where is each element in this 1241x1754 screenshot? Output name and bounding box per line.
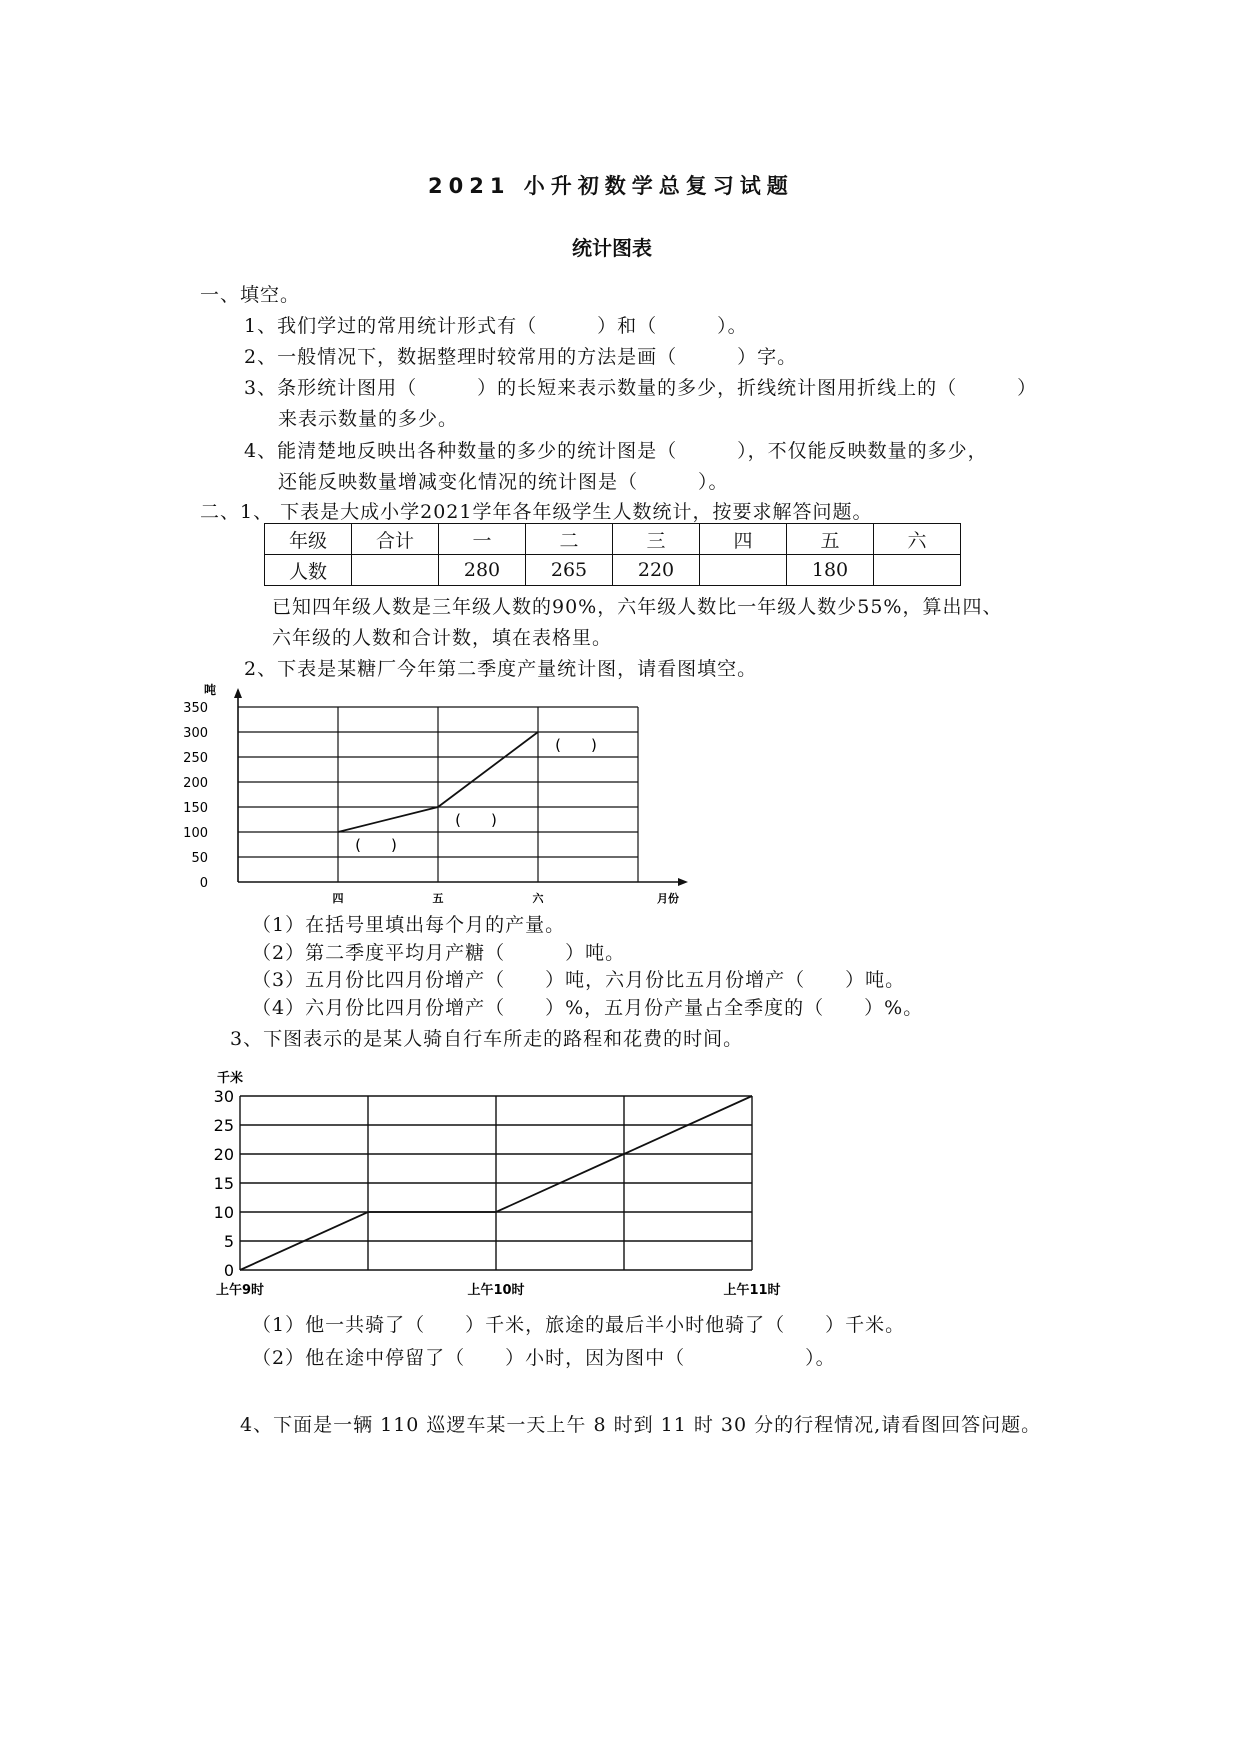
- x-axis-label: 月份: [657, 892, 679, 905]
- x-tick-label: 上午10时: [467, 1283, 525, 1298]
- y-tick-label: 300: [183, 726, 208, 741]
- page-title: 2021 小升初数学总复习试题: [428, 174, 794, 198]
- table-cell: 280: [439, 555, 526, 586]
- y-tick-label: 10: [213, 1203, 234, 1222]
- table-cell: 265: [526, 555, 613, 586]
- section-title: 统计图表: [572, 236, 652, 260]
- y-tick-label: 150: [183, 801, 208, 816]
- question-2-1-note-cont: 六年级的人数和合计数，填在表格里。: [272, 627, 613, 649]
- point-label: ( ): [355, 836, 397, 854]
- table-header-cell: 三: [613, 524, 700, 555]
- table-header-cell: 年级: [265, 524, 352, 555]
- x-axis-arrow-icon: [678, 878, 688, 886]
- question-1-1: 1、我们学过的常用统计形式有（ ）和（ ）。: [244, 315, 748, 337]
- point-label: ( ): [455, 811, 497, 829]
- table-cell: 220: [613, 555, 700, 586]
- question-2-2-sub2: （2）第二季度平均月产糖（ ）吨。: [252, 942, 626, 964]
- y-tick-label: 50: [191, 851, 208, 866]
- y-axis-label: 千米: [216, 1071, 244, 1086]
- table-header-cell: 五: [787, 524, 874, 555]
- question-1-3-cont: 来表示数量的多少。: [278, 408, 459, 430]
- question-2-3: 3、下图表示的是某人骑自行车所走的路程和花费的时间。: [230, 1028, 744, 1050]
- y-tick-label: 250: [183, 751, 208, 766]
- sugar-production-chart: [180, 680, 700, 910]
- bike-distance-chart: [200, 1060, 800, 1300]
- table-row: [265, 555, 961, 586]
- point-label: ( ): [555, 736, 597, 754]
- question-2-4: 4、下面是一辆 110 巡逻车某一天上午 8 时到 11 时 30 分的行程情况,请看图回答问题。: [240, 1414, 1042, 1436]
- table-header-cell: 一: [439, 524, 526, 555]
- x-tick-label: 六: [532, 892, 544, 905]
- question-2-3-sub2: （2）他在途中停留了（ ）小时，因为图中（ ）。: [252, 1347, 836, 1369]
- y-tick-label: 25: [213, 1116, 234, 1135]
- x-tick-label: 上午9时: [215, 1283, 265, 1298]
- y-tick-label: 15: [213, 1174, 234, 1193]
- y-tick-label: 20: [213, 1145, 234, 1164]
- y-tick-label: 5: [223, 1232, 234, 1251]
- y-axis-label: 吨: [203, 683, 217, 697]
- question-2-3-sub1: （1）他一共骑了（ ）千米，旅途的最后半小时他骑了（ ）千米。: [252, 1314, 906, 1336]
- table-cell: 人数: [265, 555, 352, 586]
- table-cell: 180: [787, 555, 874, 586]
- table-cell: [352, 555, 439, 586]
- student-count-table: [264, 523, 961, 586]
- question-1-2: 2、一般情况下，数据整理时较常用的方法是画（ ）字。: [244, 346, 798, 368]
- question-2-2-sub1: （1）在括号里填出每个月的产量。: [252, 914, 566, 936]
- question-2-2: 2、下表是某糖厂今年第二季度产量统计图，请看图填空。: [244, 658, 758, 680]
- question-2-1-note: 已知四年级人数是三年级人数的90%，六年级人数比一年级人数少55%，算出四、: [272, 596, 1003, 618]
- question-1-3: 3、条形统计图用（ ）的长短来表示数量的多少，折线统计图用折线上的（ ）: [244, 377, 1038, 399]
- question-1-4-cont: 还能反映数量增减变化情况的统计图是（ ）。: [278, 471, 729, 493]
- part1-heading: 一、填空。: [200, 284, 301, 306]
- table-header-cell: 四: [700, 524, 787, 555]
- x-tick-label: 上午11时: [723, 1283, 781, 1298]
- y-tick-label: 30: [213, 1087, 234, 1106]
- table-header-row: [265, 524, 961, 555]
- y-tick-label: 0: [223, 1261, 234, 1280]
- question-2-1: 二、1、 下表是大成小学2021学年各年级学生人数统计，按要求解答问题。: [200, 501, 873, 523]
- x-tick-label: 五: [432, 892, 444, 905]
- question-2-2-sub4: （4）六月份比四月份增产（ ）%，五月份产量占全季度的（ ）%。: [252, 997, 924, 1019]
- table-header-cell: 六: [874, 524, 961, 555]
- y-tick-label: 200: [183, 776, 208, 791]
- table-cell: [874, 555, 961, 586]
- question-2-2-sub3: （3）五月份比四月份增产（ ）吨，六月份比五月份增产（ ）吨。: [252, 969, 906, 991]
- y-tick-label: 350: [183, 701, 208, 716]
- table-header-cell: 二: [526, 524, 613, 555]
- table-header-cell: 合计: [352, 524, 439, 555]
- table-cell: [700, 555, 787, 586]
- x-tick-label: 四: [332, 892, 344, 905]
- y-tick-label: 0: [199, 876, 208, 891]
- y-tick-label: 100: [183, 826, 208, 841]
- y-axis-arrow-icon: [234, 688, 242, 698]
- question-1-4: 4、能清楚地反映出各种数量的多少的统计图是（ ），不仅能反映数量的多少，: [244, 440, 988, 462]
